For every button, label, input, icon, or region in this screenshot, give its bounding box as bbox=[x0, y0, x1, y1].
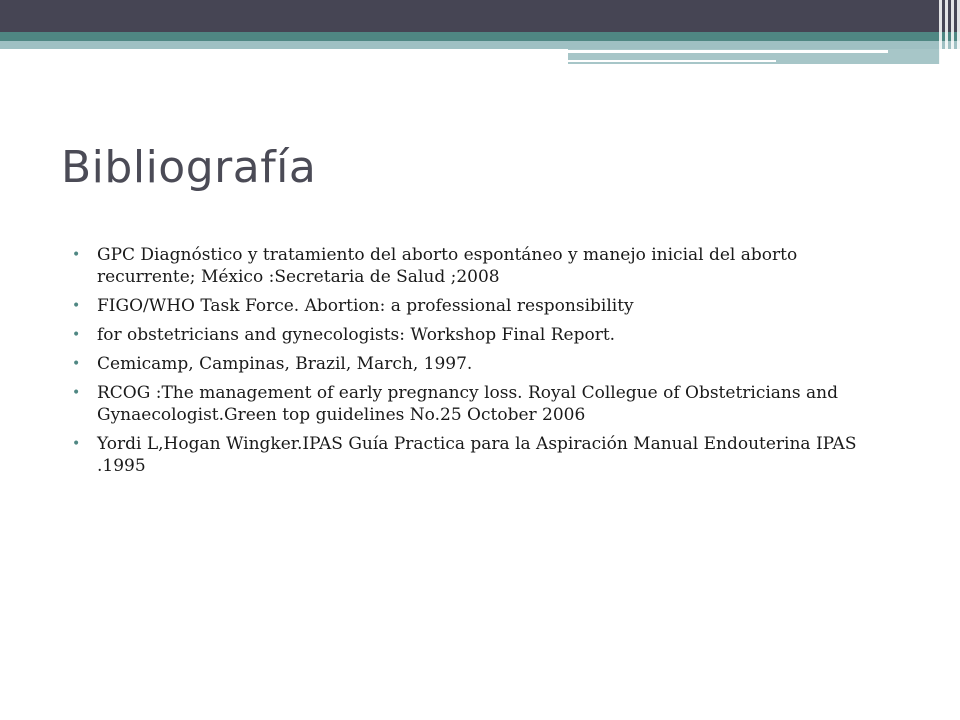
reference-item bbox=[70, 382, 900, 426]
bullet-icon: • bbox=[72, 356, 81, 372]
reference-item bbox=[70, 244, 900, 288]
header-vertical-stripes bbox=[928, 0, 960, 64]
reference-item bbox=[70, 353, 900, 375]
reference-text: Yordi L,Hogan Wingker.IPAS Guía Practica para la Aspiración Manual Endouterina IPAS .1995 bbox=[97, 434, 857, 476]
header-teal-bar bbox=[0, 32, 960, 41]
header-light-bar bbox=[0, 41, 960, 49]
reference-text: FIGO/WHO Task Force. Abortion: a professional responsibility bbox=[97, 296, 634, 316]
header-dark-bar bbox=[0, 0, 960, 32]
header-accent-line-short bbox=[568, 60, 776, 62]
reference-text: RCOG :The management of early pregnancy loss. Royal Collegue of Obstetricians and Gynaecologist.Green top guidelines No.25 October 2006 bbox=[97, 383, 838, 425]
bullet-icon: • bbox=[72, 385, 81, 401]
reference-item bbox=[70, 295, 900, 317]
bullet-icon: • bbox=[72, 298, 81, 314]
slide-title: Bibliografía bbox=[61, 142, 317, 193]
vertical-stripe bbox=[951, 0, 954, 64]
reference-text: for obstetricians and gynecologists: Workshop Final Report. bbox=[97, 325, 616, 345]
bullet-icon: • bbox=[72, 327, 81, 343]
reference-list bbox=[70, 244, 900, 484]
vertical-stripe bbox=[939, 0, 942, 64]
reference-text: Cemicamp, Campinas, Brazil, March, 1997. bbox=[97, 354, 473, 374]
vertical-stripe bbox=[945, 0, 948, 64]
bullet-icon: • bbox=[72, 436, 81, 452]
bullet-icon: • bbox=[72, 247, 81, 263]
reference-item bbox=[70, 433, 900, 477]
reference-item bbox=[70, 324, 900, 346]
reference-text: GPC Diagnóstico y tratamiento del aborto espontáneo y manejo inicial del aborto recurrente; México :Secretaria de Salud ;2008 bbox=[97, 245, 798, 287]
header-accent-line bbox=[568, 50, 888, 53]
